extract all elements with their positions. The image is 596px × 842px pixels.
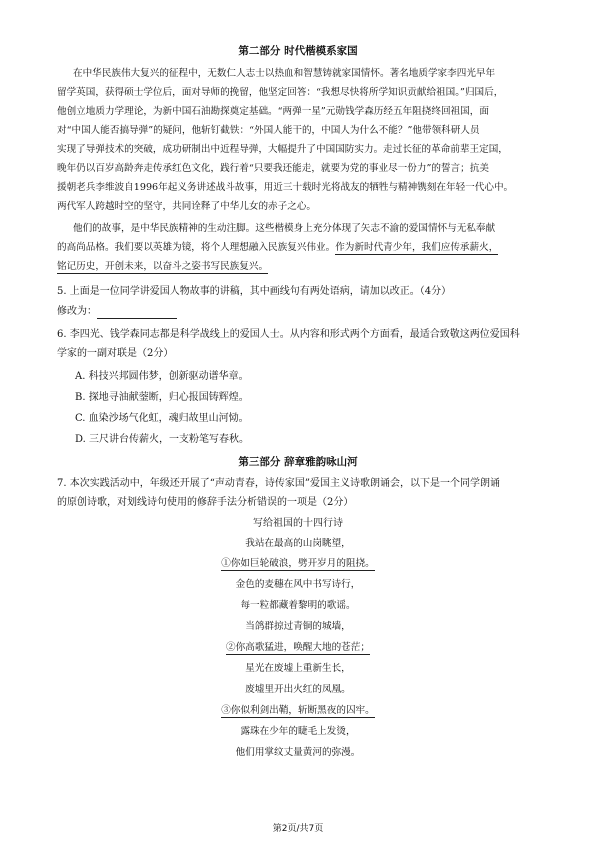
poem-line: 当鸽群掠过青铜的城墙， bbox=[245, 621, 351, 632]
passage-line: 对“中国人能否搞导弹”的疑问，他斩钉截铁：“外国人能干的，中国人为什么不能？”他带领科研人员 bbox=[57, 125, 480, 136]
question-7: 的原创诗歌，对划线诗句使用的修辞手法分析错误的一项是（2分） bbox=[57, 497, 354, 508]
poem-line: 露珠在少年的睫毛上发烫， bbox=[240, 726, 356, 737]
passage-text: 的高尚品格。我们要以英雄为镜，将个人理想融入民族复兴伟业。 bbox=[57, 242, 336, 253]
poem-line: 每一粒都藏着黎明的歌谣。 bbox=[240, 600, 356, 611]
poem-line: 我站在最高的山岗眺望， bbox=[245, 538, 351, 549]
passage-line: 实现了导弹技术的突破，成功研制出中近程导弹，大幅提升了中国国防实力。走过长征的革命前辈王定国， bbox=[57, 144, 508, 155]
poem-line-underlined: ②你高歌猛进，唤醒大地的苍茫； bbox=[226, 642, 370, 653]
question-7: 7. 本次实践活动中，年级还开展了“声动青春，诗传家国”爱国主义诗歌朗诵会，以下是一个同学朗诵 bbox=[57, 478, 500, 489]
answer-blank[interactable] bbox=[97, 307, 177, 319]
answer-row bbox=[57, 305, 177, 319]
passage-line: 留学英国，获得硕士学位后，面对导师的挽留，他坚定回答：“我想尽快将所学知识贡献给祖国。”归国后， bbox=[57, 87, 504, 98]
poem-line: 星光在废墟上重新生长， bbox=[245, 663, 351, 674]
section-2-title: 第二部分 时代楷模系家国 bbox=[238, 45, 358, 57]
poem-line: 金色的麦穗在风中书写诗行， bbox=[235, 579, 361, 590]
passage-line bbox=[57, 260, 268, 274]
passage-line: 他创立地质力学理论，为新中国石油勘探奠定基础。“两弹一星”元勋钱学森历经五年阻挠终回祖国，面 bbox=[57, 106, 489, 117]
question-6: 学家的一副对联是（2分） bbox=[57, 348, 174, 359]
underlined-sentence: 铭记历史，开创未来，以奋斗之姿书写民族复兴。 bbox=[57, 261, 269, 272]
passage-line: 在中华民族伟大复兴的征程中，无数仁人志士以热血和智慧铸就家国情怀。著名地质学家李四光早年 bbox=[73, 68, 496, 79]
passage-line: 他们的故事，是中华民族精神的生动注脚。这些楷模身上充分体现了矢志不渝的爱国情怀与无私奉献 bbox=[73, 223, 496, 234]
poem-line: 废墟里开出火红的凤凰。 bbox=[245, 684, 351, 695]
passage-line: 晚年仍以百岁高龄奔走传承红色文化，践行着“只要我还能走，就要为党的事业尽一份力”的誓言；抗美 bbox=[57, 163, 489, 174]
option-a[interactable]: A. 科技兴邦圆伟梦，创新驱动谱华章。 bbox=[75, 371, 249, 382]
answer-label: 修改为： bbox=[57, 306, 97, 317]
poem-line: 他们用掌纹丈量黄河的弥漫。 bbox=[235, 747, 361, 758]
poem-line-underlined: ③你似利剑出鞘，斩断黑夜的囚牢。 bbox=[221, 705, 375, 716]
question-5: 5. 上面是一位同学讲爱国人物故事的讲稿，其中画线句有两处语病，请加以改正。（4分） bbox=[57, 286, 452, 297]
option-c[interactable]: C. 血染沙场气化虹，魂归故里山河恸。 bbox=[75, 413, 249, 424]
page-number: 第2页/共7页 bbox=[272, 824, 324, 834]
passage-line: 援朝老兵李维波自1996年起义务讲述战斗故事，用近三十载时光将战友的牺牲与精神镌刻在年轻一代心中。 bbox=[57, 182, 514, 193]
passage-line bbox=[57, 241, 498, 255]
section-3-title: 第三部分 辞章雅韵咏山河 bbox=[238, 456, 358, 468]
poem-title: 写给祖国的十四行诗 bbox=[253, 518, 343, 529]
poem-line-underlined: ①你如巨轮破浪，劈开岁月的阻挠。 bbox=[221, 558, 375, 569]
question-6: 6. 李四光、钱学森同志都是科学战线上的爱国人士。从内容和形式两个方面看，最适合致敬这两位爱国科 bbox=[57, 329, 520, 340]
option-d[interactable]: D. 三尺讲台传薪火，一支粉笔写春秋。 bbox=[75, 434, 250, 445]
underlined-sentence: 作为新时代青少年，我们应传承薪火， bbox=[335, 242, 499, 253]
option-b[interactable]: B. 探地寻油献蓥断，归心报国铸辉煌。 bbox=[75, 392, 249, 403]
passage-line: 两代军人跨越时空的坚守，共同诠释了中华儿女的赤子之心。 bbox=[57, 201, 317, 212]
